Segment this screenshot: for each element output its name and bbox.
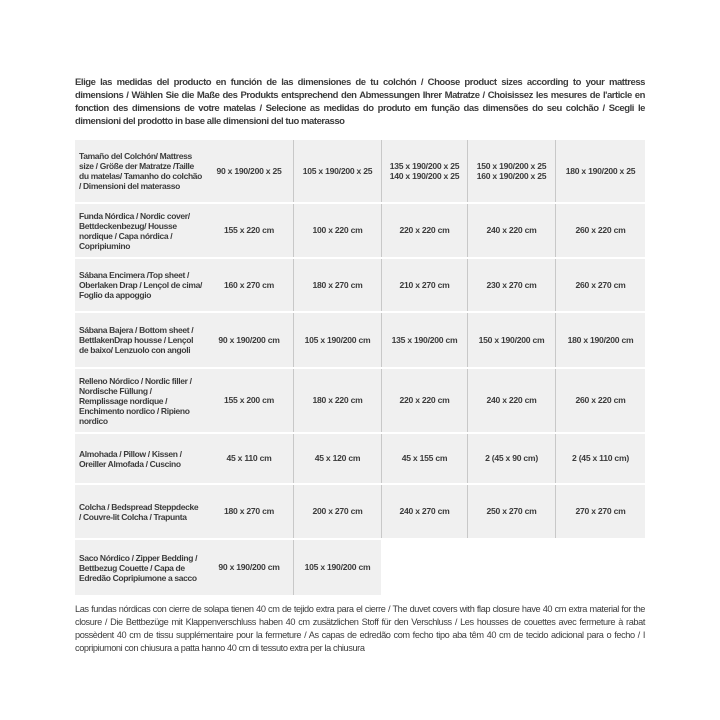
table-row — [75, 204, 645, 257]
size-value-cell: 220 x 220 cm — [381, 369, 467, 432]
size-value-cell: 260 x 220 cm — [555, 204, 645, 257]
header-size-cell-4 — [555, 140, 645, 202]
size-value-cell: 240 x 220 cm — [467, 369, 555, 432]
footnote-text: Las fundas nórdicas con cierre de solapa tienen 40 cm de tejido extra para el cierre / The duvet covers with flap closure have 40 cm extra material for the closure / Die Bettbezüge mit Klappenverschluss haben 40 cm zusätzlichen Stoff für den Verschluss / Les housses de couettes avec fermeture à rabat possèdent 40 cm de tissu supplémentaire pour la fermeture / As capas de edredão com fecho tipo aba têm 40 cm de tecido adicional para o fecho / I copripiumoni con chiusura a patta hanno 40 cm di tessuto extra per la chiusura — [75, 604, 645, 653]
row-label-cell: Sábana Bajera / Bottom sheet / BettlakenDrap housse / Lençol de baixo/ Lenzuolo con angoli — [75, 313, 205, 367]
size-value-cell: 105 x 190/200 cm — [293, 313, 381, 367]
size-value-cell: 240 x 270 cm — [381, 485, 467, 538]
row-label-cell: Saco Nórdico / Zipper Bedding / Bettbezug Couette / Capa de Edredão Copripiumone a sacco — [75, 540, 205, 595]
size-value-cell: 270 x 270 cm — [555, 485, 645, 538]
header-size-lines: 150 x 190/200 x 25 160 x 190/200 x 25 — [476, 160, 547, 181]
header-size-lines: 105 x 190/200 x 25 — [302, 165, 373, 176]
size-value-cell: 200 x 270 cm — [293, 485, 381, 538]
size-value-cell: 180 x 270 cm — [205, 485, 293, 538]
header-size-cell-3 — [467, 140, 555, 202]
header-label-cell: Tamaño del Colchón/ Mattress size / Größe der Matratze /Taille du matelas/ Tamanho do colchão / Dimensioni del materasso — [75, 140, 205, 202]
size-value-cell: 135 x 190/200 cm — [381, 313, 467, 367]
size-value-cell: 150 x 190/200 cm — [467, 313, 555, 367]
size-value-cell: 260 x 220 cm — [555, 369, 645, 432]
table-row — [75, 369, 645, 432]
row-label-cell: Almohada / Pillow / Kissen / Oreiller Almofada / Cuscino — [75, 434, 205, 483]
size-value-cell: 90 x 190/200 cm — [205, 540, 293, 595]
table-header-row — [75, 140, 645, 202]
header-size-lines: 180 x 190/200 x 25 — [565, 165, 636, 176]
size-value-cell: 180 x 270 cm — [293, 259, 381, 311]
row-label-cell: Relleno Nórdico / Nordic filler / Nordische Füllung / Remplissage nordique / Enchimento nordico / Ripieno nordico — [75, 369, 205, 432]
size-value-cell — [555, 540, 645, 595]
size-value-cell: 45 x 155 cm — [381, 434, 467, 483]
size-value-cell: 45 x 120 cm — [293, 434, 381, 483]
size-value-cell: 210 x 270 cm — [381, 259, 467, 311]
size-value-cell — [467, 540, 555, 595]
size-value-cell — [381, 540, 467, 595]
table-row — [75, 540, 645, 595]
size-value-cell: 160 x 270 cm — [205, 259, 293, 311]
size-value-cell: 180 x 190/200 cm — [555, 313, 645, 367]
header-size-lines: 90 x 190/200 x 25 — [216, 165, 282, 176]
size-value-cell: 2 (45 x 90 cm) — [467, 434, 555, 483]
header-size-cell-1 — [293, 140, 381, 202]
header-size-cell-0 — [205, 140, 293, 202]
table-row — [75, 259, 645, 311]
table-row — [75, 485, 645, 538]
header-size-cell-2 — [381, 140, 467, 202]
size-value-cell: 220 x 220 cm — [381, 204, 467, 257]
size-guide-page — [75, 0, 645, 655]
size-value-cell: 45 x 110 cm — [205, 434, 293, 483]
size-value-cell: 230 x 270 cm — [467, 259, 555, 311]
size-value-cell: 180 x 220 cm — [293, 369, 381, 432]
size-value-cell: 2 (45 x 110 cm) — [555, 434, 645, 483]
table-row — [75, 313, 645, 367]
header-size-lines: 135 x 190/200 x 25 140 x 190/200 x 25 — [389, 160, 460, 181]
size-value-cell: 155 x 220 cm — [205, 204, 293, 257]
size-value-cell: 240 x 220 cm — [467, 204, 555, 257]
table-row — [75, 434, 645, 483]
size-table — [75, 140, 645, 595]
size-value-cell: 260 x 270 cm — [555, 259, 645, 311]
size-value-cell: 155 x 200 cm — [205, 369, 293, 432]
size-value-cell: 105 x 190/200 cm — [293, 540, 381, 595]
intro-text: Elige las medidas del producto en función de las dimensiones de tu colchón / Choose product sizes according to your mattress dimensions / Wählen Sie die Maße des Produkts entsprechend den Abmessungen Ihrer Matratze / Choisissez les mesures de l'article en fonction des dimensions de votre matelas / Selecione as medidas do produto em função das dimensões do seu colchão / Scegli le dimensioni del prodotto in base alle dimensioni del tuo materasso — [75, 77, 645, 127]
size-value-cell: 250 x 270 cm — [467, 485, 555, 538]
row-label-cell: Colcha / Bedspread Steppdecke / Couvre-lit Colcha / Trapunta — [75, 485, 205, 538]
size-value-cell: 90 x 190/200 cm — [205, 313, 293, 367]
row-label-cell: Sábana Encimera /Top sheet / Oberlaken Drap / Lençol de cima/ Foglio da appoggio — [75, 259, 205, 311]
size-value-cell: 100 x 220 cm — [293, 204, 381, 257]
row-label-cell: Funda Nórdica / Nordic cover/ Bettdeckenbezug/ Housse nordique / Capa nórdica / Copripiumino — [75, 204, 205, 257]
